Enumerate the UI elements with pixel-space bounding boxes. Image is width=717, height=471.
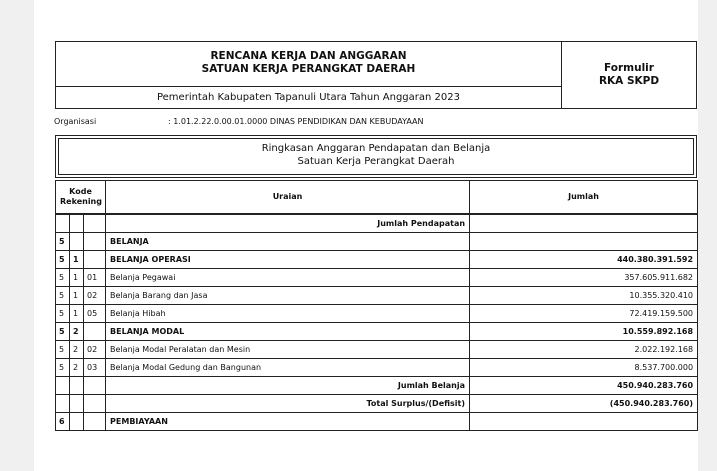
uraian-cell: BELANJA MODAL bbox=[106, 323, 470, 341]
header-kode-rekening bbox=[56, 181, 106, 215]
kode-cell-k1: 5 bbox=[56, 341, 70, 359]
form-label-block bbox=[562, 42, 696, 108]
kode-cell-k1: 6 bbox=[56, 413, 70, 431]
jumlah-cell: 357.605.911.682 bbox=[470, 269, 698, 287]
organisasi-label: Organisasi bbox=[54, 117, 97, 126]
kode-cell-k1: 5 bbox=[56, 323, 70, 341]
jumlah-cell: 450.940.283.760 bbox=[470, 377, 698, 395]
table-row bbox=[56, 413, 698, 431]
kode-cell-k1 bbox=[56, 214, 70, 233]
kode-cell-k1: 5 bbox=[56, 359, 70, 377]
kode-cell-k1: 5 bbox=[56, 305, 70, 323]
kode-cell-k1: 5 bbox=[56, 287, 70, 305]
summary-line1: Ringkasan Anggaran Pendapatan dan Belanja bbox=[261, 143, 491, 154]
header-subtitle: Pemerintah Kabupaten Tapanuli Utara Tahun Anggaran 2023 bbox=[156, 92, 460, 103]
header-title bbox=[56, 42, 561, 87]
kode-cell-k2 bbox=[70, 214, 84, 233]
kode-cell-k2: 1 bbox=[70, 251, 84, 269]
kode-cell-k2: 1 bbox=[70, 305, 84, 323]
table-row bbox=[56, 287, 698, 305]
table-row bbox=[56, 323, 698, 341]
summary-box bbox=[55, 135, 697, 178]
jumlah-cell: 10.355.320.410 bbox=[470, 287, 698, 305]
jumlah-cell bbox=[470, 214, 698, 233]
uraian-cell: BELANJA bbox=[106, 233, 470, 251]
jumlah-cell bbox=[470, 413, 698, 431]
uraian-cell: Belanja Pegawai bbox=[106, 269, 470, 287]
table-row bbox=[56, 269, 698, 287]
jumlah-cell: (450.940.283.760) bbox=[470, 395, 698, 413]
jumlah-cell: 10.559.892.168 bbox=[470, 323, 698, 341]
header-uraian: Uraian bbox=[106, 181, 470, 215]
header-title-line1: RENCANA KERJA DAN ANGGARAN bbox=[210, 50, 407, 62]
organisasi-value: : 1.01.2.22.0.00.01.0000 DINAS PENDIDIKAN DAN KEBUDAYAAN bbox=[168, 117, 424, 126]
uraian-cell: PEMBIAYAAN bbox=[106, 413, 470, 431]
kode-cell-k3 bbox=[84, 233, 106, 251]
kode-cell-k3 bbox=[84, 323, 106, 341]
uraian-cell: Jumlah Pendapatan bbox=[106, 214, 470, 233]
kode-cell-k1 bbox=[56, 377, 70, 395]
document-page bbox=[34, 0, 698, 471]
jumlah-cell bbox=[470, 233, 698, 251]
table-row bbox=[56, 233, 698, 251]
table-row bbox=[56, 377, 698, 395]
kode-cell-k3: 02 bbox=[84, 287, 106, 305]
kode-cell-k2: 2 bbox=[70, 341, 84, 359]
jumlah-cell: 8.537.700.000 bbox=[470, 359, 698, 377]
summary-line2: Satuan Kerja Perangkat Daerah bbox=[297, 156, 455, 167]
kode-cell-k3: 02 bbox=[84, 341, 106, 359]
kode-cell-k1 bbox=[56, 395, 70, 413]
jumlah-cell: 440.380.391.592 bbox=[470, 251, 698, 269]
kode-cell-k2: 2 bbox=[70, 359, 84, 377]
header-jumlah: Jumlah bbox=[470, 181, 698, 215]
uraian-cell: Belanja Modal Peralatan dan Mesin bbox=[106, 341, 470, 359]
table-row bbox=[56, 359, 698, 377]
kode-cell-k1: 5 bbox=[56, 251, 70, 269]
uraian-cell: Belanja Modal Gedung dan Bangunan bbox=[106, 359, 470, 377]
summary-title bbox=[58, 138, 694, 175]
kode-cell-k3 bbox=[84, 413, 106, 431]
header-kode-line1: Kode bbox=[69, 187, 92, 196]
kode-cell-k1: 5 bbox=[56, 233, 70, 251]
table-row bbox=[56, 305, 698, 323]
document-header bbox=[55, 41, 697, 109]
kode-cell-k2: 2 bbox=[70, 323, 84, 341]
table-body bbox=[56, 214, 698, 431]
header-kode-line2: Rekening bbox=[60, 197, 102, 206]
kode-cell-k2 bbox=[70, 413, 84, 431]
table-row bbox=[56, 251, 698, 269]
jumlah-cell: 2.022.192.168 bbox=[470, 341, 698, 359]
table-header-row bbox=[56, 181, 698, 215]
kode-cell-k2: 1 bbox=[70, 287, 84, 305]
header-title-line2: SATUAN KERJA PERANGKAT DAERAH bbox=[201, 63, 416, 75]
header-title-block bbox=[56, 42, 562, 108]
uraian-cell: Jumlah Belanja bbox=[106, 377, 470, 395]
uraian-cell: Belanja Barang dan Jasa bbox=[106, 287, 470, 305]
table-row bbox=[56, 341, 698, 359]
jumlah-cell: 72.419.159.500 bbox=[470, 305, 698, 323]
form-label-line1: Formulir bbox=[604, 62, 654, 74]
uraian-cell: BELANJA OPERASI bbox=[106, 251, 470, 269]
table-row bbox=[56, 214, 698, 233]
kode-cell-k2: 1 bbox=[70, 269, 84, 287]
kode-cell-k2 bbox=[70, 395, 84, 413]
uraian-cell: Belanja Hibah bbox=[106, 305, 470, 323]
kode-cell-k3: 01 bbox=[84, 269, 106, 287]
table-row bbox=[56, 395, 698, 413]
kode-cell-k3: 03 bbox=[84, 359, 106, 377]
uraian-cell: Total Surplus/(Defisit) bbox=[106, 395, 470, 413]
kode-cell-k3 bbox=[84, 214, 106, 233]
kode-cell-k3: 05 bbox=[84, 305, 106, 323]
kode-cell-k3 bbox=[84, 251, 106, 269]
kode-cell-k3 bbox=[84, 395, 106, 413]
kode-cell-k1: 5 bbox=[56, 269, 70, 287]
kode-cell-k2 bbox=[70, 233, 84, 251]
form-label-line2: RKA SKPD bbox=[598, 75, 660, 87]
kode-cell-k2 bbox=[70, 377, 84, 395]
kode-cell-k3 bbox=[84, 377, 106, 395]
budget-table bbox=[55, 180, 698, 431]
